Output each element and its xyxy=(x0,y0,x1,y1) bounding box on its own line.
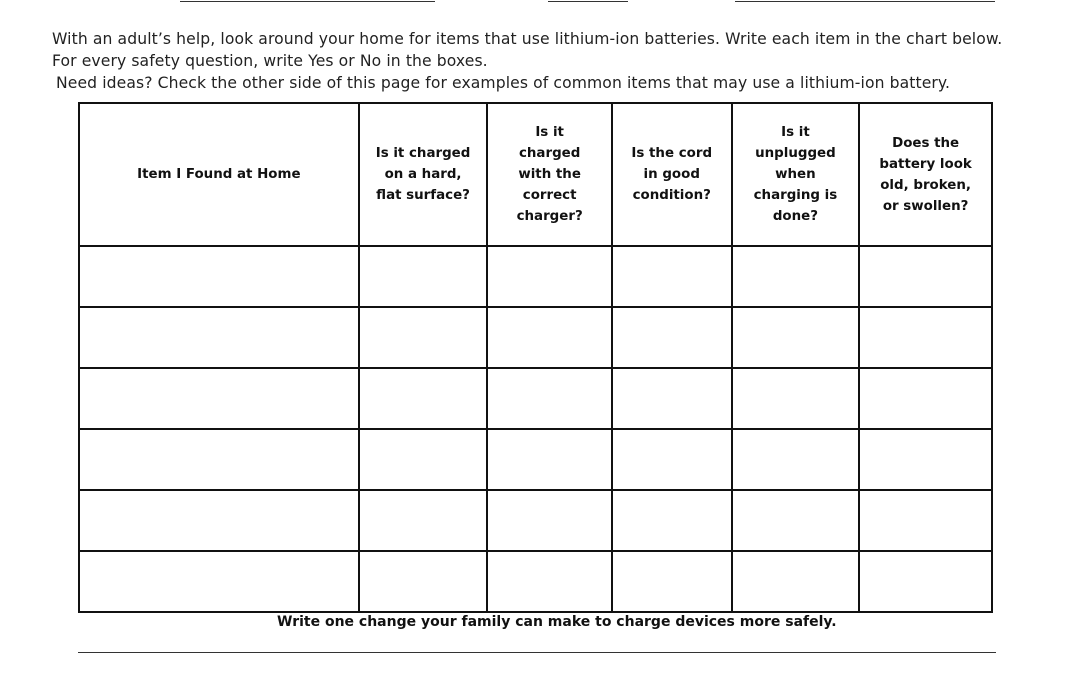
name-line xyxy=(180,1,435,2)
cell-answer[interactable] xyxy=(359,368,488,429)
header-row xyxy=(79,103,992,246)
col-header-item: Item I Found at Home xyxy=(79,103,359,246)
cell-item[interactable] xyxy=(79,551,359,612)
cell-answer[interactable] xyxy=(359,551,488,612)
cell-answer[interactable] xyxy=(732,307,860,368)
cell-answer[interactable] xyxy=(859,368,992,429)
table-row xyxy=(79,551,992,612)
cell-answer[interactable] xyxy=(859,429,992,490)
cell-answer[interactable] xyxy=(612,551,732,612)
cell-answer[interactable] xyxy=(612,490,732,551)
cell-item[interactable] xyxy=(79,307,359,368)
cell-answer[interactable] xyxy=(612,307,732,368)
date-line xyxy=(548,1,628,2)
cell-answer[interactable] xyxy=(487,429,611,490)
cell-answer[interactable] xyxy=(859,307,992,368)
cell-answer[interactable] xyxy=(859,490,992,551)
cell-answer[interactable] xyxy=(732,368,860,429)
instruction-line-1: With an adult’s help, look around your home for items that use lithium-ion batteries. Write each item in the chart below. xyxy=(52,30,1003,48)
class-line xyxy=(735,1,995,2)
table-row xyxy=(79,307,992,368)
cell-answer[interactable] xyxy=(732,490,860,551)
cell-answer[interactable] xyxy=(487,490,611,551)
cell-answer[interactable] xyxy=(359,307,488,368)
table-row xyxy=(79,490,992,551)
col-header-hard-surface: Is it charged on a hard, flat surface? xyxy=(359,103,488,246)
instructions xyxy=(52,28,1052,94)
table-row xyxy=(79,429,992,490)
instruction-line-3: Need ideas? Check the other side of this page for examples of common items that may use a lithium-ion battery. xyxy=(56,74,951,92)
cell-answer[interactable] xyxy=(359,246,488,307)
instruction-line-2: For every safety question, write Yes or No in the boxes. xyxy=(52,52,488,70)
cell-answer[interactable] xyxy=(612,368,732,429)
col-header-cord-condition: Is the cord in good condition? xyxy=(612,103,732,246)
cell-answer[interactable] xyxy=(732,551,860,612)
cell-item[interactable] xyxy=(79,246,359,307)
table-row xyxy=(79,246,992,307)
col-header-battery-condition: Does the battery look old, broken, or swollen? xyxy=(859,103,992,246)
cell-answer[interactable] xyxy=(487,246,611,307)
cell-answer[interactable] xyxy=(732,246,860,307)
top-name-lines xyxy=(0,0,1080,8)
cell-answer[interactable] xyxy=(612,429,732,490)
cell-item[interactable] xyxy=(79,368,359,429)
safety-change-prompt: Write one change your family can make to charge devices more safely. xyxy=(277,614,837,630)
cell-answer[interactable] xyxy=(359,490,488,551)
col-header-correct-charger: Is it charged with the correct charger? xyxy=(487,103,611,246)
table-row xyxy=(79,368,992,429)
cell-item[interactable] xyxy=(79,490,359,551)
col-header-unplugged: Is it unplugged when charging is done? xyxy=(732,103,860,246)
cell-answer[interactable] xyxy=(859,246,992,307)
cell-answer[interactable] xyxy=(859,551,992,612)
cell-answer[interactable] xyxy=(359,429,488,490)
cell-item[interactable] xyxy=(79,429,359,490)
cell-answer[interactable] xyxy=(487,551,611,612)
cell-answer[interactable] xyxy=(487,307,611,368)
cell-answer[interactable] xyxy=(612,246,732,307)
safety-change-answer-line[interactable] xyxy=(78,652,996,653)
cell-answer[interactable] xyxy=(487,368,611,429)
battery-safety-chart xyxy=(78,102,993,613)
cell-answer[interactable] xyxy=(732,429,860,490)
